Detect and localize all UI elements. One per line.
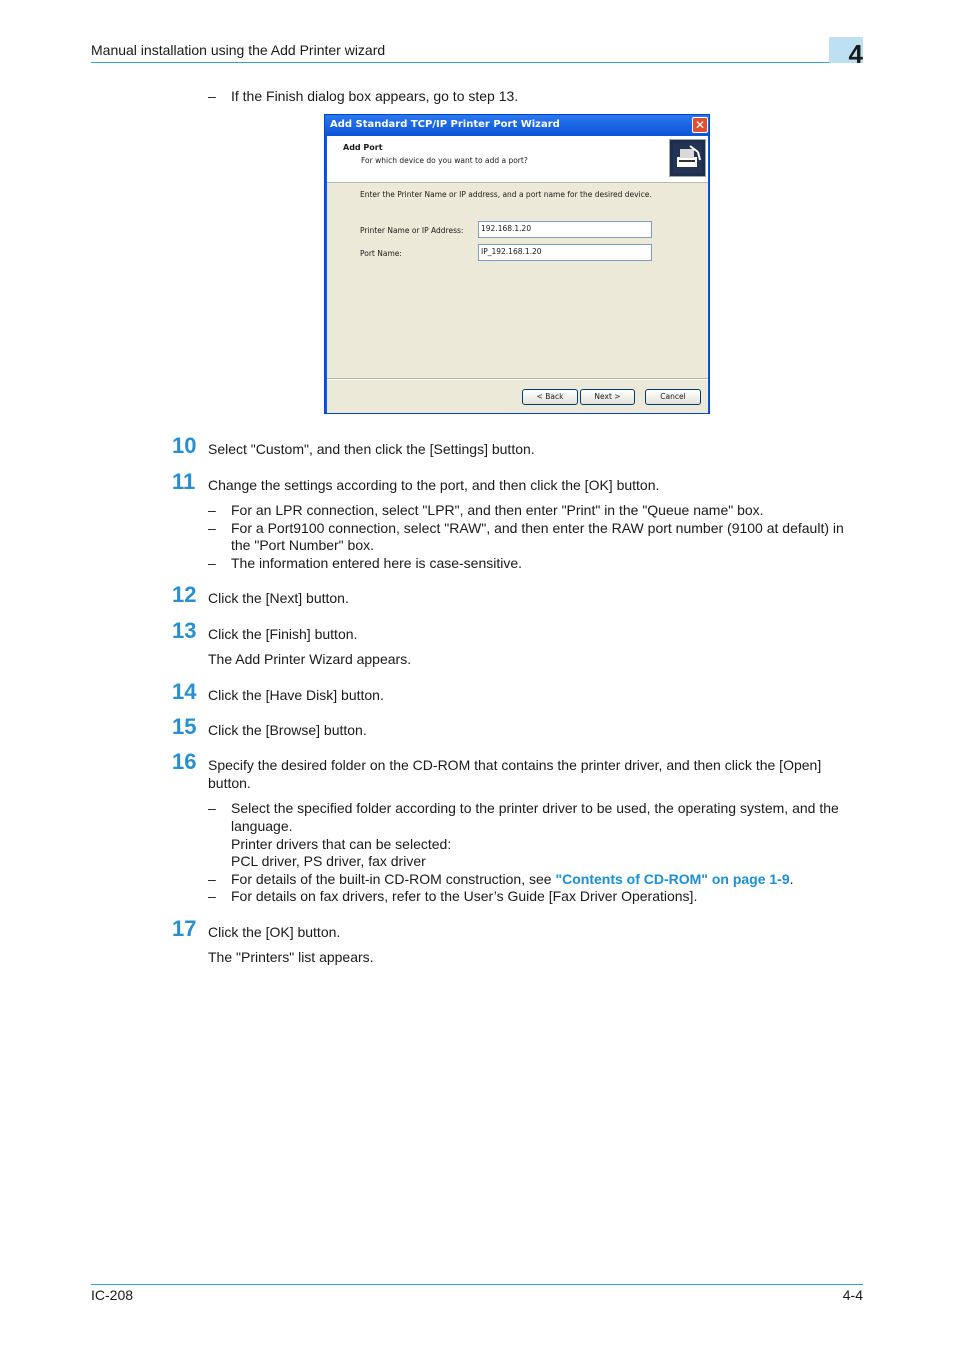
dash-bullet: – (208, 88, 216, 104)
bullet-text: Printer drivers that can be selected: (231, 836, 452, 852)
next-button[interactable]: Next > (580, 389, 635, 405)
header-rule (91, 62, 863, 63)
step-number: 10 (172, 433, 197, 458)
step-text: Click the [Next] button. (208, 590, 349, 606)
bullet-text: The information entered here is case-sensitive. (231, 555, 523, 571)
link-suffix: . (789, 871, 794, 887)
step-text: Click the [OK] button. (208, 924, 341, 940)
dash-bullet: – (208, 888, 216, 904)
step-number: 16 (172, 749, 197, 774)
step-text: Change the settings according to the port, and then click the [OK] button. (208, 477, 660, 493)
bullet-with-link (231, 871, 794, 888)
step-text: Click the [Finish] button. (208, 626, 358, 642)
dash-bullet: – (208, 800, 216, 816)
port-name-label: Port Name: (360, 249, 402, 258)
chapter-number: 4 (848, 39, 863, 69)
printer-port-icon (669, 139, 706, 177)
dialog-separator (327, 378, 708, 380)
step-number: 13 (172, 618, 197, 643)
step-number: 14 (172, 679, 197, 704)
step-number: 11 (172, 469, 196, 494)
bullet-text: PCL driver, PS driver, fax driver (231, 853, 426, 869)
dash-bullet: – (208, 520, 216, 536)
dialog-title: Add Standard TCP/IP Printer Port Wizard (330, 119, 560, 130)
step-text-continued: button. (208, 775, 251, 791)
bullet-text: For a Port9100 connection, select "RAW", and then enter the RAW port number (9100 at default) in (231, 520, 844, 536)
port-name-input[interactable]: IP_192.168.1.20 (478, 244, 652, 261)
footer-rule (91, 1284, 863, 1285)
dash-bullet: – (208, 502, 216, 518)
step-number: 12 (172, 582, 197, 607)
bullet-text: For an LPR connection, select "LPR", and then enter "Print" in the "Queue name" box. (231, 502, 764, 518)
bullet-text: For details of the built-in CD-ROM construction, see (231, 871, 556, 887)
bullet-text: For details on fax drivers, refer to the User’s Guide [Fax Driver Operations]. (231, 888, 698, 904)
cancel-button[interactable]: Cancel (645, 389, 701, 405)
step-text: Specify the desired folder on the CD-ROM that contains the printer driver, and then click the [Open] (208, 757, 822, 773)
step-number: 17 (172, 916, 197, 941)
step-result: The Add Printer Wizard appears. (208, 651, 412, 667)
step-result: The "Printers" list appears. (208, 949, 374, 965)
dash-bullet: – (208, 871, 216, 887)
ip-address-input[interactable]: 192.168.1.20 (478, 221, 652, 238)
cd-rom-contents-link[interactable]: "Contents of CD-ROM" on page 1-9 (555, 871, 790, 887)
close-icon[interactable]: ✕ (692, 117, 708, 133)
running-header: Manual installation using the Add Printer wizard (91, 42, 386, 58)
dash-bullet: – (208, 555, 216, 571)
bullet-text: Select the specified folder according to the printer driver to be used, the operating system, and the (231, 800, 839, 816)
bullet-text: the "Port Number" box. (231, 537, 375, 553)
dialog-instruction: Enter the Printer Name or IP address, and a port name for the desired device. (360, 190, 652, 199)
step-text: Select "Custom", and then click the [Settings] button. (208, 441, 535, 457)
step-text: Click the [Browse] button. (208, 722, 367, 738)
bullet-text: language. (231, 818, 293, 834)
ip-address-label: Printer Name or IP Address: (360, 226, 464, 235)
step-number: 15 (172, 714, 197, 739)
step-text: Click the [Have Disk] button. (208, 687, 384, 703)
intro-note: If the Finish dialog box appears, go to step 13. (231, 88, 519, 104)
dialog-subheading: For which device do you want to add a port? (361, 156, 528, 165)
dialog-heading: Add Port (343, 143, 383, 152)
footer-page-number: 4-4 (842, 1287, 863, 1303)
back-button[interactable]: < Back (522, 389, 578, 405)
footer-model: IC-208 (91, 1287, 134, 1303)
